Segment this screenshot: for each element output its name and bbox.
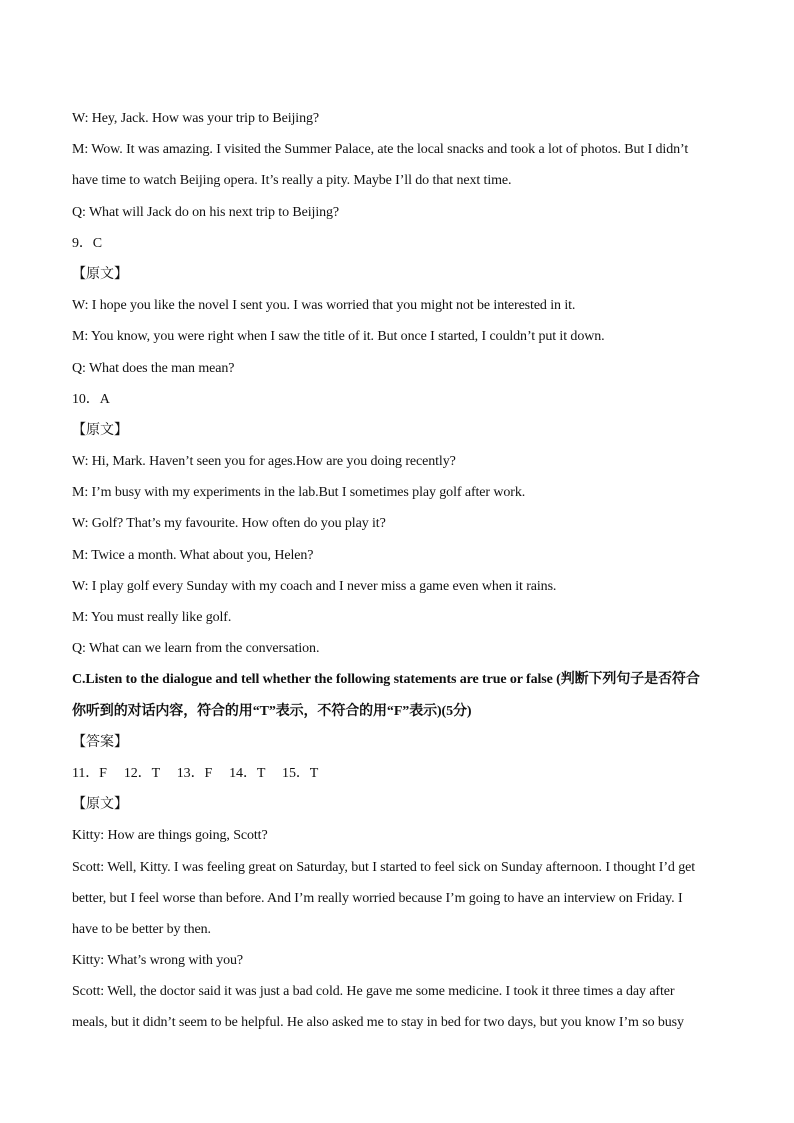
dialogue-line: Kitty: How are things going, Scott? [72, 828, 268, 844]
dialogue-line: W: I hope you like the novel I sent you. I was worried that you might not be interested in it. [72, 298, 576, 314]
dialogue-line: Scott: Well, the doctor said it was just a bad cold. He gave me some medicine. I took it three times a day after [72, 984, 675, 1000]
section-tag-answer: 【答案】 [72, 734, 128, 750]
question-line: Q: What does the man mean? [72, 360, 235, 376]
dialogue-line: W: Hi, Mark. Haven’t seen you for ages.How are you doing recently? [72, 454, 456, 470]
dialogue-line: M: Twice a month. What about you, Helen? [72, 547, 314, 563]
dialogue-line: M: I’m busy with my experiments in the lab.But I sometimes play golf after work. [72, 485, 526, 501]
dialogue-line: have to be better by then. [72, 921, 211, 937]
dialogue-line: M: Wow. It was amazing. I visited the Summer Palace, ate the local snacks and took a lot of photos. But I didn’t [72, 142, 689, 158]
section-heading: C.Listen to the dialogue and tell whether the following statements are true or false (判断下列句子是否符合 [72, 672, 700, 688]
dialogue-line: M: You know, you were right when I saw the title of it. But once I started, I couldn’t put it down. [72, 329, 605, 345]
document-page [72, 103, 722, 1039]
answer-key-line: 11．F 12．T 13．F 14．T 15．T [72, 765, 319, 781]
section-tag-original: 【原文】 [72, 266, 128, 282]
question-line: Q: What will Jack do on his next trip to Beijing? [72, 204, 340, 220]
section-tag-original: 【原文】 [72, 422, 128, 438]
answer-number: 9．C [72, 235, 103, 251]
dialogue-line: meals, but it didn’t seem to be helpful. He also asked me to stay in bed for two days, but you know I’m so busy [72, 1015, 684, 1031]
dialogue-line: W: Golf? That’s my favourite. How often do you play it? [72, 516, 386, 532]
dialogue-line: M: You must really like golf. [72, 610, 232, 625]
answer-number: 10．A [72, 391, 110, 407]
dialogue-line: W: Hey, Jack. How was your trip to Beijing? [72, 111, 319, 126]
dialogue-line: Scott: Well, Kitty. I was feeling great on Saturday, but I started to feel sick on Sunday afternoon. I thought I’d get [72, 859, 696, 875]
section-tag-original: 【原文】 [72, 797, 128, 813]
dialogue-line: have time to watch Beijing opera. It’s really a pity. Maybe I’ll do that next time. [72, 173, 512, 189]
dialogue-line: Kitty: What’s wrong with you? [72, 953, 244, 969]
dialogue-line: better, but I feel worse than before. And I’m really worried because I’m going to have an interview on Friday. I [72, 890, 683, 906]
section-heading-continued: 你听到的对话内容，符合的用“T”表示，不符合的用“F”表示)(5分) [72, 703, 472, 719]
dialogue-line: W: I play golf every Sunday with my coach and I never miss a game even when it rains. [72, 578, 557, 594]
question-line: Q: What can we learn from the conversation. [72, 641, 320, 657]
